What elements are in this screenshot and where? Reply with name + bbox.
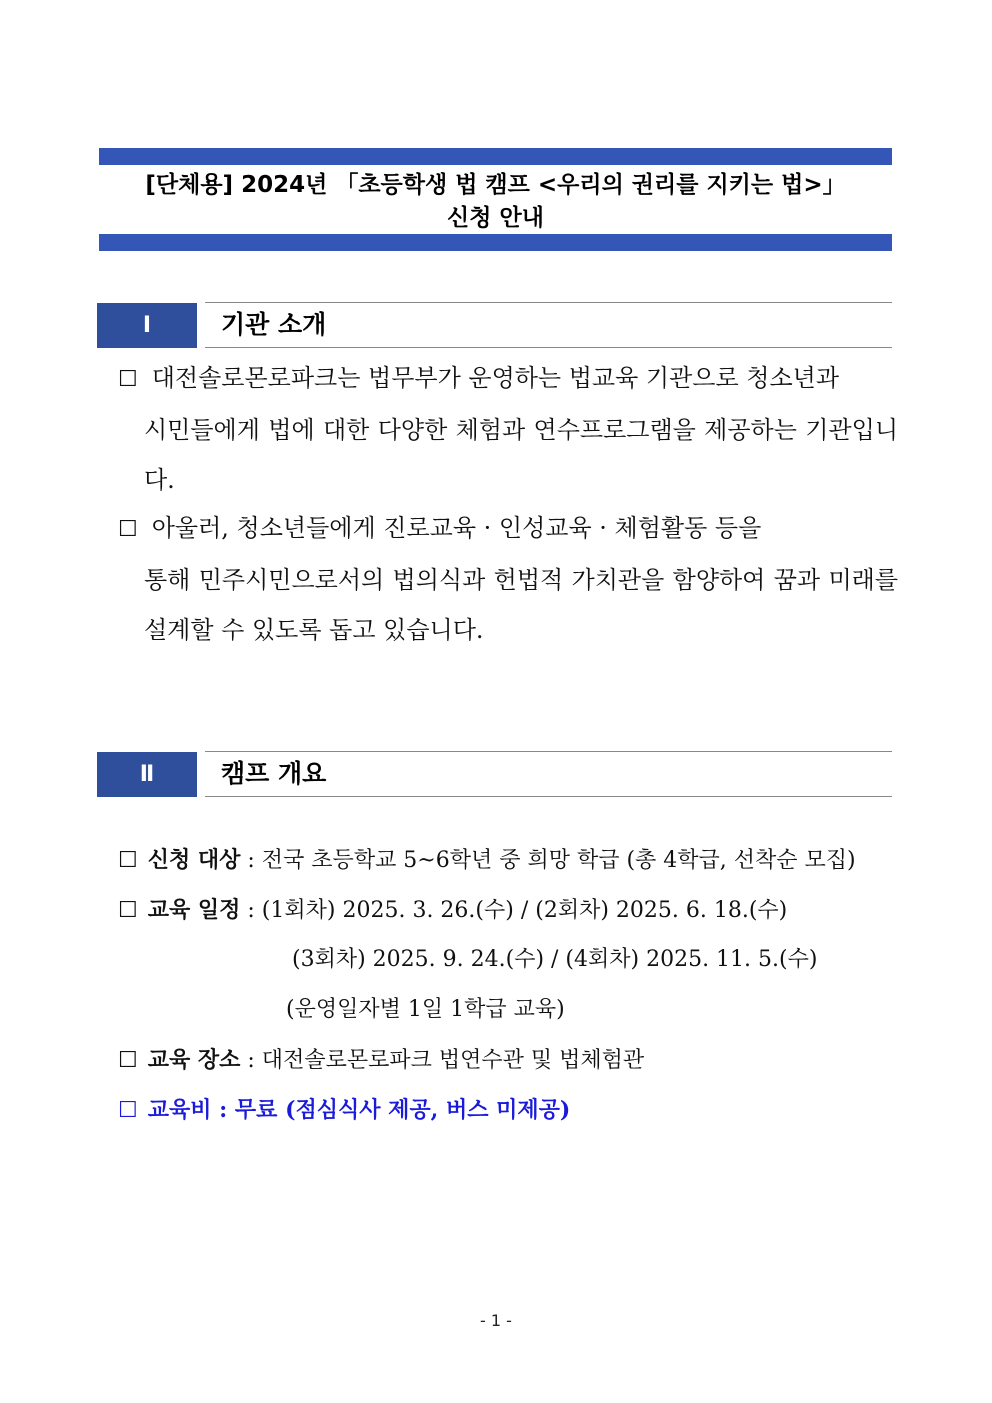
section-1-title: 기관 소개: [221, 310, 327, 339]
target-label: 신청 대상: [147, 847, 241, 873]
section-1-number: Ⅰ: [97, 303, 197, 348]
checkbox-icon: ☐: [118, 848, 138, 873]
intro-2-first-line: 아울러, 청소년들에게 진로교육 · 인성교육 · 체험활동 등을: [151, 514, 762, 542]
place-value: : 대전솔로몬로파크 법연수관 및 법체험관: [247, 1048, 645, 1073]
checkbox-icon: ☐: [118, 1098, 138, 1123]
fee-text: 교육비 : 무료 (점심식사 제공, 버스 미제공): [147, 1097, 571, 1123]
checkbox-icon: ☐: [118, 517, 138, 542]
intro-2-continuation: 통해 민주시민으로서의 법의식과 헌법적 가치관을 함양하여 꿈과 미래를 설계할 수 있도록 돕고 있습니다.: [144, 566, 898, 644]
intro-1-continuation: 시민들에게 법에 대한 다양한 체험과 연수프로그램을 제공하는 기관입니다.: [144, 416, 898, 494]
title-top-bar: [99, 148, 892, 165]
checkbox-icon: ☐: [118, 898, 138, 923]
schedule-note: (운영일자별 1일 1학급 교육): [286, 997, 565, 1022]
place-line: [118, 1045, 644, 1076]
section-2-header: [205, 751, 892, 797]
intro-paragraph-2: [118, 503, 898, 655]
document-title: [단체용] 2024년 「초등학생 법 캠프 <우리의 권리를 지키는 법>」: [145, 172, 846, 198]
target-value: : 전국 초등학교 5~6학년 중 희망 학급 (총 4학급, 선착순 모집): [247, 848, 856, 873]
checkbox-icon: ☐: [118, 367, 138, 392]
fee-line: [118, 1095, 570, 1126]
section-1-header: [205, 302, 892, 348]
document-subtitle: 신청 안내: [447, 205, 544, 231]
checkbox-icon: ☐: [118, 1048, 138, 1073]
page-number: - 1 -: [480, 1311, 512, 1330]
section-2-title: 캠프 개요: [221, 759, 327, 788]
target-line: [118, 845, 856, 876]
schedule-line: [118, 895, 787, 926]
intro-paragraph-1: [118, 353, 898, 505]
title-bottom-bar: [99, 234, 892, 251]
schedule-label: 교육 일정: [147, 897, 241, 923]
section-2-number: Ⅱ: [97, 752, 197, 797]
schedule-value-1: : (1회차) 2025. 3. 26.(수) / (2회차) 2025. 6. 18.(수): [247, 898, 788, 923]
schedule-value-2: (3회차) 2025. 9. 24.(수) / (4회차) 2025. 11. 5.(수): [292, 947, 818, 972]
place-label: 교육 장소: [147, 1047, 241, 1073]
intro-1-first-line: 대전솔로몬로파크는 법무부가 운영하는 법교육 기관으로 청소년과: [151, 364, 840, 392]
